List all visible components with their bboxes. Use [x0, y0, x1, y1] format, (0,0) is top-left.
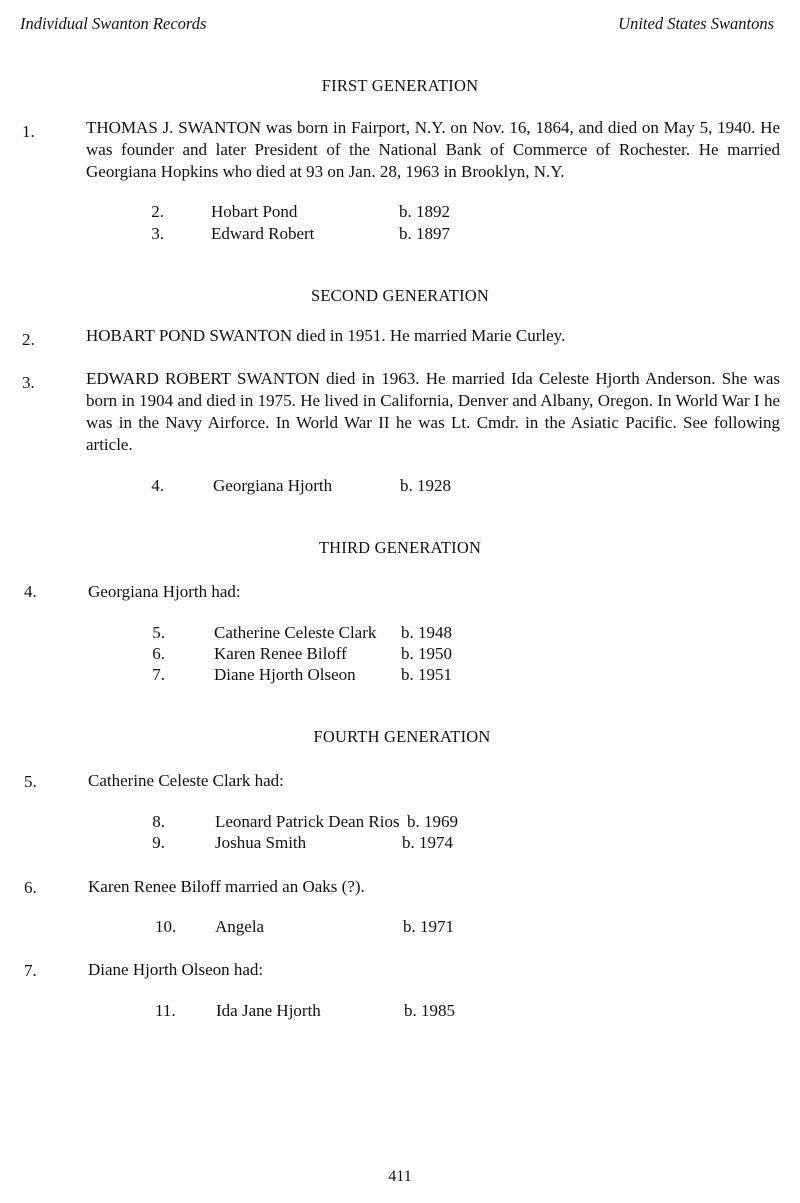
child-number: 5.	[152, 623, 165, 642]
child-number: 3.	[151, 224, 164, 243]
entry-number: 7.	[24, 961, 37, 980]
entry-number: 6.	[24, 878, 37, 897]
child-birth: b. 1892	[399, 202, 450, 221]
child-name: Georgiana Hjorth	[213, 476, 333, 495]
entry-number: 2.	[22, 330, 35, 349]
child-number: 4.	[151, 476, 164, 495]
child-name: Angela	[215, 917, 265, 936]
page-number: 411	[388, 1168, 412, 1185]
child-number: 10.	[155, 917, 177, 936]
child-number: 6.	[152, 644, 165, 663]
child-birth: b. 1950	[401, 644, 452, 663]
child-number: 8.	[152, 812, 165, 831]
child-name: Catherine Celeste Clark	[214, 623, 377, 642]
child-number: 7.	[152, 665, 165, 684]
child-name: Edward Robert	[211, 224, 315, 243]
entry-text: Catherine Celeste Clark had:	[88, 771, 284, 790]
child-birth: b. 1928	[400, 476, 451, 495]
child-name: Diane Hjorth Olseon	[214, 665, 356, 684]
child-name: Hobart Pond	[211, 202, 298, 221]
child-birth: b. 1971	[403, 917, 454, 936]
child-name: Ida Jane Hjorth	[216, 1001, 321, 1020]
child-name: Karen Renee Biloff	[214, 644, 347, 663]
entry-text: THOMAS J. SWANTON was born in Fairport, N.Y. on Nov. 16, 1864, and died on May 5, 1940. He was founder and later President of the National Bank of Commerce of Rochester. He married Georgiana Hopkins who died at 93 on Jan. 28, 1963 in Brooklyn, N.Y.	[86, 118, 780, 181]
child-birth: b. 1985	[404, 1001, 455, 1020]
generation-heading-fourth: FOURTH GENERATION	[313, 727, 491, 746]
child-number: 9.	[152, 833, 165, 852]
entry-number: 5.	[24, 772, 37, 791]
child-birth: b. 1951	[401, 665, 452, 684]
entry-text: Karen Renee Biloff married an Oaks (?).	[88, 877, 365, 896]
entry-text: HOBART POND SWANTON died in 1951. He married Marie Curley.	[86, 326, 566, 345]
entry-number: 4.	[24, 582, 37, 601]
running-header-right: United States Swantons	[618, 14, 774, 33]
child-birth: b. 1969	[407, 812, 458, 831]
child-birth: b. 1974	[402, 833, 453, 852]
generation-heading-first: FIRST GENERATION	[321, 76, 479, 95]
entry-text: Diane Hjorth Olseon had:	[88, 960, 264, 979]
running-header-left: Individual Swanton Records	[20, 14, 207, 33]
entry-text: EDWARD ROBERT SWANTON died in 1963. He married Ida Celeste Hjorth Anderson. She was born in 1904 and died in 1975. He lived in California, Denver and Albany, Oregon. In World War I he was in the Navy Airforce. In World War II he was Lt. Cmdr. in the Asiatic Pacific. See following article.	[86, 369, 780, 454]
child-number: 2.	[151, 202, 164, 221]
entry-number: 1.	[22, 122, 35, 141]
child-number: 11.	[155, 1001, 176, 1020]
child-name: Joshua Smith	[215, 833, 307, 852]
generation-heading-third: THIRD GENERATION	[318, 538, 482, 557]
child-birth: b. 1948	[401, 623, 452, 642]
child-name: Leonard Patrick Dean Rios	[215, 812, 400, 831]
entry-text: Georgiana Hjorth had:	[88, 582, 241, 601]
child-birth: b. 1897	[399, 224, 450, 243]
entry-number: 3.	[22, 373, 35, 392]
generation-heading-second: SECOND GENERATION	[310, 286, 490, 305]
